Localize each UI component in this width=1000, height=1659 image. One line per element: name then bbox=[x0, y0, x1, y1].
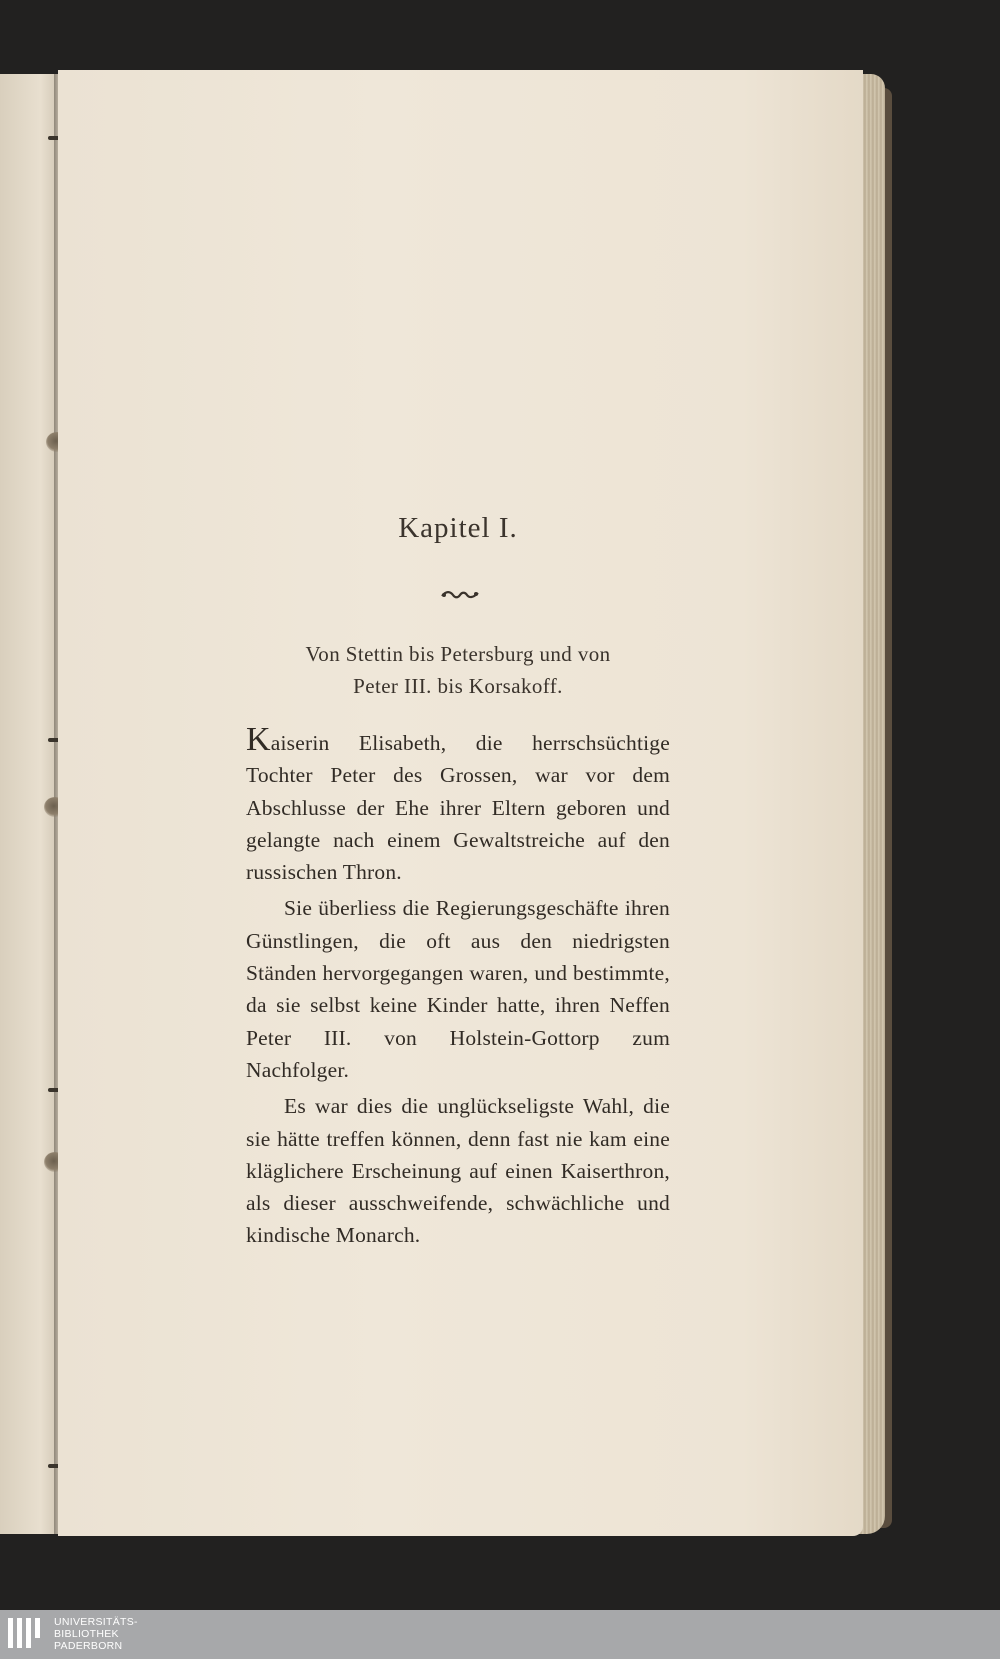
library-logo-text bbox=[54, 1616, 254, 1652]
logo-line: UNIVERSITÄTS- bbox=[54, 1616, 138, 1628]
subtitle-line: Von Stettin bis Petersburg und von bbox=[305, 642, 611, 666]
paragraph: Sie überliess die Regierungsgeschäfte ihren Günstlingen, die oft aus den niedrigsten Ständen hervorgegangen waren, und bestimmte, da sie selbst keine Kinder hatte, ihren Neffen Peter III. von Holstein-Gottorp zum Nachfolger. bbox=[246, 896, 670, 1082]
library-logo-icon bbox=[8, 1618, 48, 1652]
chapter-body bbox=[246, 721, 670, 1256]
paragraph: Kaiserin Elisabeth, die herrschsüchtige Tochter Peter des Grossen, war vor dem Abschlusse der Ehe ihrer Eltern geboren und gelangte nach einem Gewaltstreiche auf den russischen Thron. bbox=[246, 721, 670, 885]
logo-line: PADERBORN bbox=[54, 1640, 123, 1652]
decorative-ornament-icon bbox=[440, 588, 480, 602]
logo-line: BIBLIOTHEK bbox=[54, 1628, 119, 1640]
chapter-subtitle bbox=[246, 638, 670, 702]
chapter-title: Kapitel I. bbox=[398, 512, 518, 544]
library-footer-bar bbox=[0, 1610, 1000, 1659]
paragraph: Es war dies die unglückseligste Wahl, die sie hätte treffen können, denn fast nie kam eine kläglichere Erscheinung auf einen Kaiserthron, als dieser ausschweifende, schwächliche und kindische Monarch. bbox=[246, 1094, 670, 1248]
subtitle-line: Peter III. bis Korsakoff. bbox=[353, 674, 563, 698]
